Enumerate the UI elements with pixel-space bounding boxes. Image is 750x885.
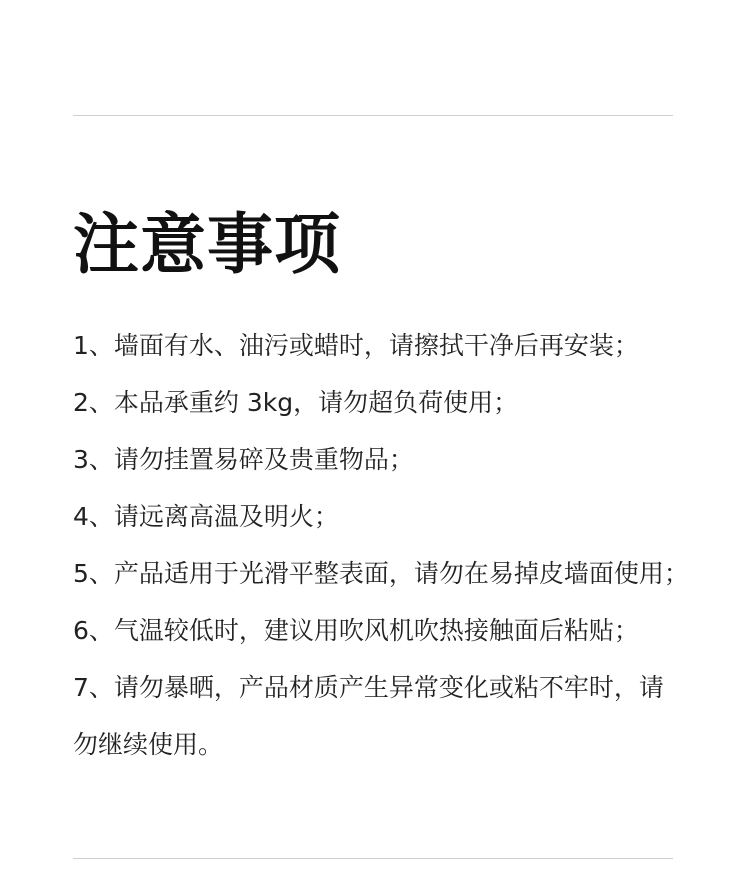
notes-list <box>73 317 689 773</box>
note-item-2: 2、本品承重约 3kg，请勿超负荷使用； <box>73 388 519 417</box>
note-item-5: 5、产品适用于光滑平整表面，请勿在易掉皮墙面使用； <box>73 559 689 588</box>
note-item-7: 7、请勿暴晒，产品材质产生异常变化或粘不牢时，请勿继续使用。 <box>73 673 664 759</box>
bottom-divider <box>73 858 673 859</box>
note-item-1: 1、墙面有水、油污或蜡时，请擦拭干净后再安装； <box>73 331 639 360</box>
page-title: 注意事项 <box>73 206 341 283</box>
note-item-6: 6、气温较低时，建议用吹风机吹热接触面后粘贴； <box>73 616 639 645</box>
top-divider <box>73 115 673 116</box>
note-item-3: 3、请勿挂置易碎及贵重物品； <box>73 445 414 474</box>
note-item-4: 4、请远离高温及明火； <box>73 502 339 531</box>
